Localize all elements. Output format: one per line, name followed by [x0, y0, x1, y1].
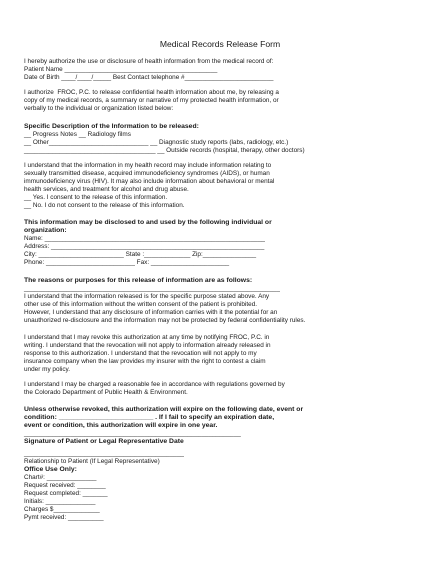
form-line: under my policy. [24, 366, 71, 373]
form-line: Request received: ________ [24, 482, 106, 489]
form-line: _____________________________________________ [24, 450, 184, 457]
form-line: organization: [24, 227, 67, 234]
form-line: _____________________________________ __ Outside records (hospital, therapy, other doctors) [24, 147, 305, 154]
form-line: _____________________________________________________________ [24, 430, 241, 437]
form-line: Request completed: _______ [24, 490, 108, 497]
form-line: unauthorized re-disclosure and the information may not be protected by federal confidentiality rules. [24, 317, 306, 324]
form-line: Name: ______________________________________________________________ [24, 235, 265, 242]
form-line: I understand I may be charged a reasonable fee in accordance with regulations governed by [24, 381, 285, 388]
form-line: Relationship to Patient (If Legal Representative) [24, 458, 160, 465]
form-line: writing. I understand that the revocation will not apply to information already released in [24, 342, 271, 349]
form-line: Office Use Only: [24, 466, 77, 473]
form-line: event or condition, this authorization will expire in one year. [24, 422, 218, 429]
form-line: I authorize FROC, P.C. to release confidential health information about me, by releasing a [24, 89, 279, 96]
form-line: I understand that the information released is for the specific purpose stated above. Any [24, 293, 270, 300]
form-line: Unless otherwise revoked, this authorization will expire on the following date, event or [24, 406, 304, 413]
form-line: Signature of Patient or Legal Representative Date [24, 438, 184, 445]
form-line: the Colorado Department of Public Health & Environment. [24, 389, 188, 396]
form-line: Patient Name ___________________________________________ [24, 66, 218, 73]
form-line: I understand that I may revoke this authorization at any time by notifying FROC, P.C. in [24, 334, 270, 341]
form-line: __ Other____________________________ __ Diagnostic study reports (labs, radiology, etc.) [24, 139, 289, 146]
form-line: health services, and treatment for alcohol and drug abuse. [24, 186, 189, 193]
form-line: Phone: _________________________ Fax: ______________________ [24, 259, 230, 266]
form-line: response to this authorization. I understand that the revocation will not apply to my [24, 350, 257, 357]
form-line: This information may be disclosed to and used by the following individual or [24, 219, 272, 226]
form-line: City: ________________________ State :_____________ Zip:_______________ [24, 251, 257, 258]
form-line: sexually transmitted disease, acquired immunodeficiency syndromes (AIDS), or human [24, 170, 270, 177]
form-line: insurance company when the law provides my insurer with the right to contest a claim [24, 358, 266, 365]
form-line: Charges $_____________ [24, 506, 100, 513]
form-line: __ No. I do not consent to the release of this information. [24, 202, 185, 209]
form-line: verbally to the individual or organization listed below: [24, 105, 174, 112]
form-line: other use of this information without the written consent of the patient is prohibited. [24, 301, 258, 308]
form-line: Date of Birth ____/____/_____ Best Contact telephone #_________________________ [24, 74, 274, 81]
form-line: Chart#: ______________ [24, 474, 97, 481]
form-line: The reasons or purposes for this release of information are as follows: [24, 277, 253, 284]
form-line: condition: _________________________ . If I fail to specify an expiration date, [24, 414, 275, 421]
form-line: Pymt received: __________ [24, 514, 104, 521]
form-line: immunodeficiency virus (HIV). It may also include information about behavioral or mental [24, 178, 275, 185]
form-title: Medical Records Release Form [159, 39, 281, 49]
form-line: I understand that the information in my health record may include information relating to [24, 162, 272, 169]
form-line: Initials: ______________ [24, 498, 96, 505]
form-line: ________________________________________________________________________ [24, 285, 280, 292]
form-line: However, I understand that any disclosure of information carries with it the potential for an [24, 309, 278, 316]
form-line: __ Yes. I consent to the release of this information. [24, 194, 168, 201]
form-line: Specific Description of the Information to be released: [24, 123, 199, 130]
form-line: copy of my medical records, a summary or narrative of my protected health information, or [24, 97, 279, 104]
form-line: Address: ____________________________________________________________ [24, 243, 265, 250]
form-line: I hereby authorize the use or disclosure of health information from the medical record of: [24, 58, 274, 65]
form-line: __ Progress Notes __ Radiology films [24, 131, 131, 138]
